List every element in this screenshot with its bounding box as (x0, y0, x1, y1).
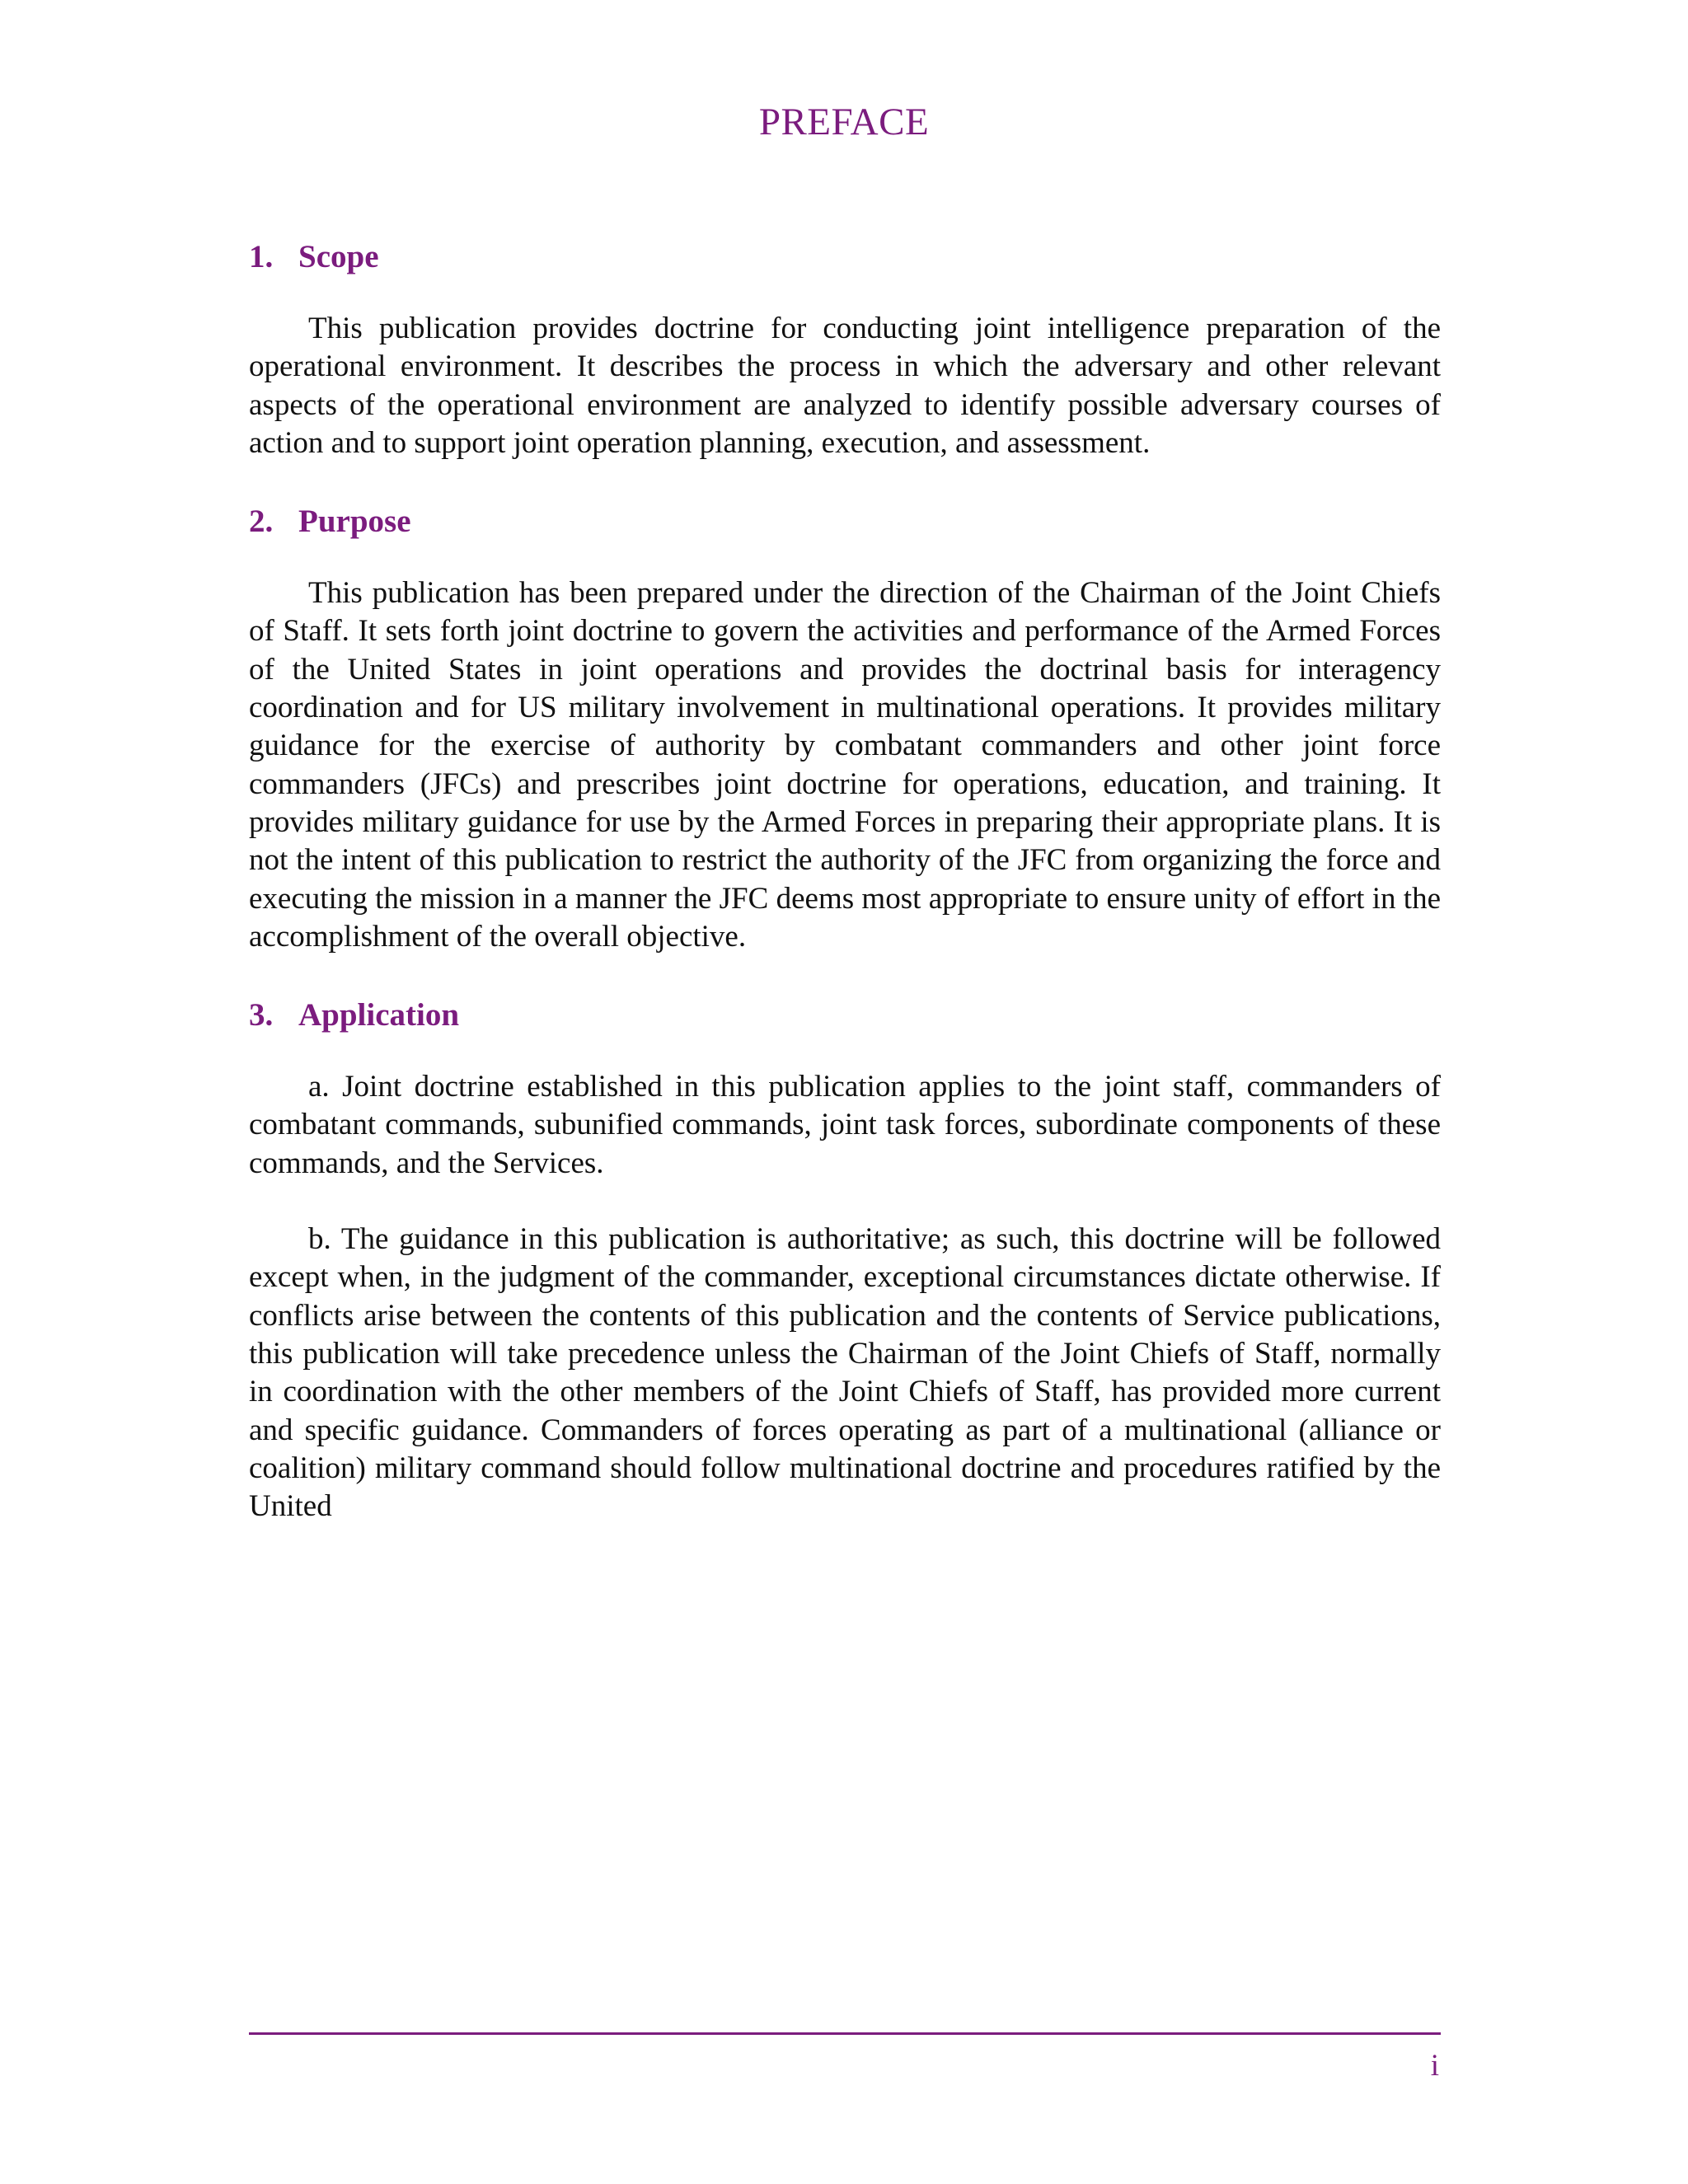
purpose-paragraph: This publication has been prepared under the direction of the Chairman of the Joint Chiefs of Staff. It sets forth joint doctrine to govern the activities and performance of the Armed Forces of the United States in joint operations and provides the doctrinal basis for interagency coordination and for US military involvement in multinational operations. It provides military guidance for the exercise of authority by combatant commanders and other joint force commanders (JFCs) and prescribes joint doctrine for operations, education, and training. It provides military guidance for use by the Armed Forces in preparing their appropriate plans. It is not the intent of this publication to restrict the authority of the JFC from organizing the force and executing the mission in a manner the JFC deems most appropriate to ensure unity of effort in the accomplishment of the overall objective. (249, 576, 1441, 954)
page-number: i (1430, 2049, 1439, 2083)
section-number: 2. (249, 504, 274, 540)
section-heading-purpose (249, 499, 1441, 545)
section-title: Purpose (298, 504, 411, 540)
scope-paragraph: This publication provides doctrine for conducting joint intelligence preparation of the operational environment. It describes the process in which the adversary and other relevant aspects of the operational environment are analyzed to identify possible adversary courses of action and to support joint operation planning, execution, and assessment. (249, 312, 1441, 460)
page-title: PREFACE (758, 101, 930, 143)
footer-rule (249, 2032, 1441, 2035)
section-heading-scope (249, 234, 1441, 280)
section-heading-application (249, 992, 1441, 1038)
section-number: 1. (249, 239, 274, 274)
section-title: Application (298, 997, 460, 1033)
document-body (249, 234, 1441, 1526)
application-paragraph-a: a. Joint doctrine established in this publication applies to the joint staff, commanders of combatant commands, subunified commands, joint task forces, subordinate components of these commands, and the Services. (249, 1070, 1441, 1180)
section-number: 3. (249, 997, 274, 1033)
section-title: Scope (298, 239, 379, 274)
application-paragraph-b: b. The guidance in this publication is authoritative; as such, this doctrine will be followed except when, in the judgment of the commander, exceptional circumstances dictate otherwise. If conflicts arise between the contents of this publication and the contents of Service publications, this publication will take precedence unless the Chairman of the Joint Chiefs of Staff, normally in coordination with the other members of the Joint Chiefs of Staff, has provided more current and specific guidance. Commanders of forces operating as part of a multinational (alliance or coalition) military command should follow multinational doctrine and procedures ratified by the United (249, 1222, 1441, 1524)
